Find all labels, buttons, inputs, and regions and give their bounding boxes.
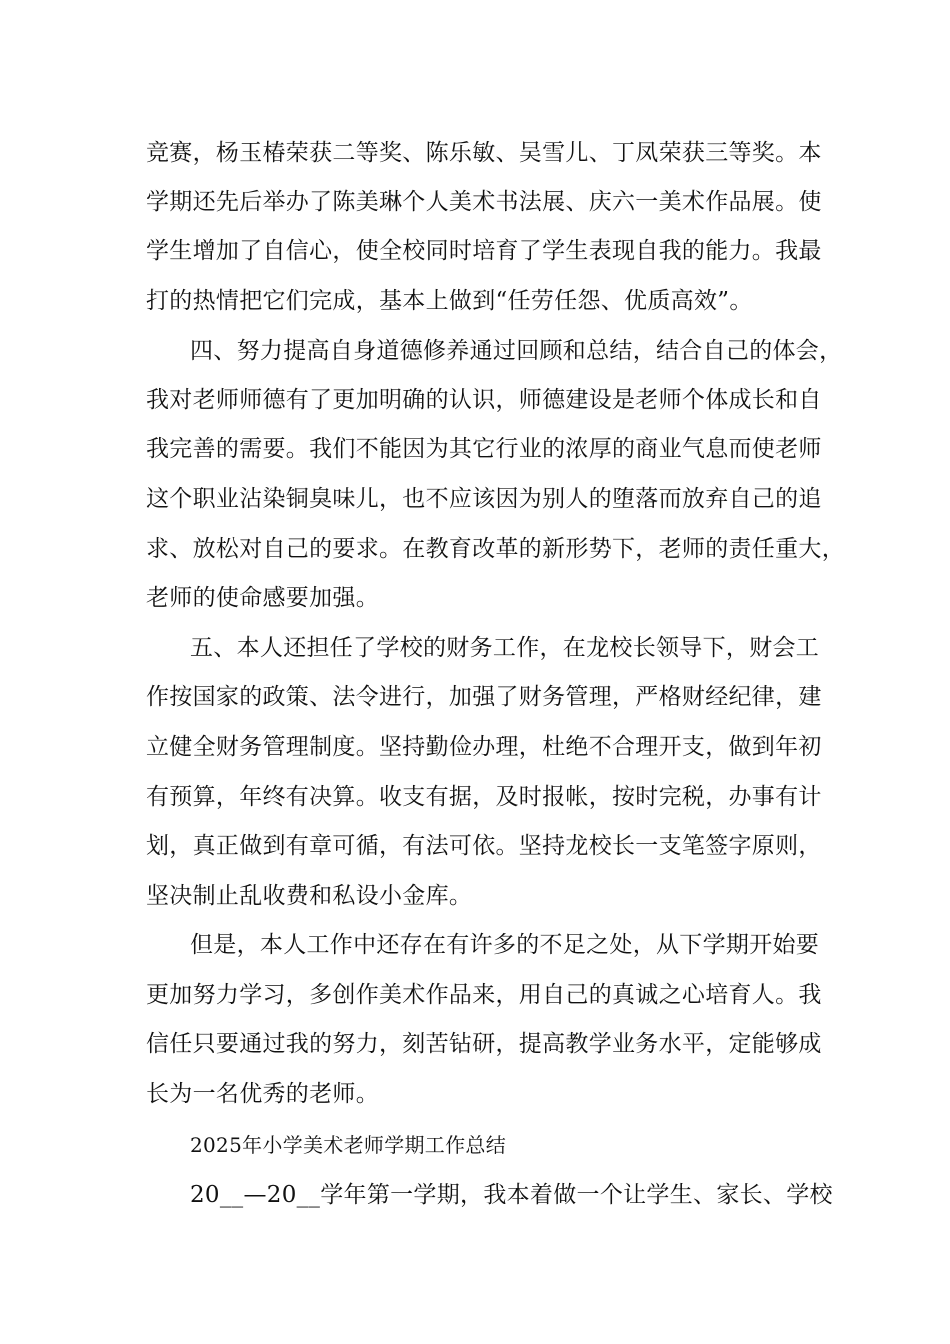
text-line: 信任只要通过我的努力，刻苦钻研，提高教学业务水平，定能够成 (146, 1031, 822, 1057)
text-line: 求、放松对自己的要求。在教育改革的新形势下，老师的责任重大， (146, 536, 845, 562)
text-line: 我对老师师德有了更加明确的认识，师德建设是老师个体成长和自 (146, 387, 822, 413)
text-line: 更加努力学习，多创作美术作品来，用自己的真诚之心培育人。我 (146, 982, 822, 1008)
paragraph-start-line: 但是，本人工作中还存在有许多的不足之处，从下学期开始要 (190, 932, 820, 958)
text-line: 作按国家的政策、法令进行，加强了财务管理，严格财经纪律，建 (146, 684, 822, 710)
text-line: 坚决制止乱收费和私设小金库。 (146, 883, 473, 909)
text-line: 立健全财务管理制度。坚持勤俭办理，杜绝不合理开支，做到年初 (146, 734, 822, 760)
paragraph-start-line: 五、本人还担任了学校的财务工作，在龙校长领导下，财会工 (190, 635, 820, 661)
paragraph-start-line: 四、努力提高自身道德修养通过回顾和总结，结合自己的体会， (190, 338, 843, 364)
text-line: 老师的使命感要加强。 (146, 585, 379, 611)
text-line: 我完善的需要。我们不能因为其它行业的浓厚的商业气息而使老师 (146, 436, 822, 462)
text-line: 学生增加了自信心，使全校同时培育了学生表现自我的能力。我最 (146, 238, 822, 264)
text-line: 有预算，年终有决算。收支有据，及时报帐，按时完税，办事有计 (146, 784, 822, 810)
text-line: 竞赛，杨玉椿荣获二等奖、陈乐敏、吴雪儿、丁凤荣获三等奖。本 (146, 140, 822, 166)
text-line: 长为一名优秀的老师。 (146, 1081, 379, 1107)
text-line: 这个职业沾染铜臭味儿，也不应该因为别人的堕落而放弃自己的追 (146, 486, 822, 512)
text-line: 打的热情把它们完成，基本上做到“任劳任怨、优质高效”。 (146, 288, 753, 314)
section-title: 2025年小学美术老师学期工作总结 (190, 1133, 506, 1157)
text-line: 学期还先后举办了陈美琳个人美术书法展、庆六一美术作品展。使 (146, 189, 822, 215)
paragraph-start-line: 20__—20__学年第一学期，我本着做一个让学生、家长、学校 (190, 1182, 833, 1208)
text-line: 划，真正做到有章可循，有法可依。坚持龙校长一支笔签字原则， (146, 833, 822, 859)
